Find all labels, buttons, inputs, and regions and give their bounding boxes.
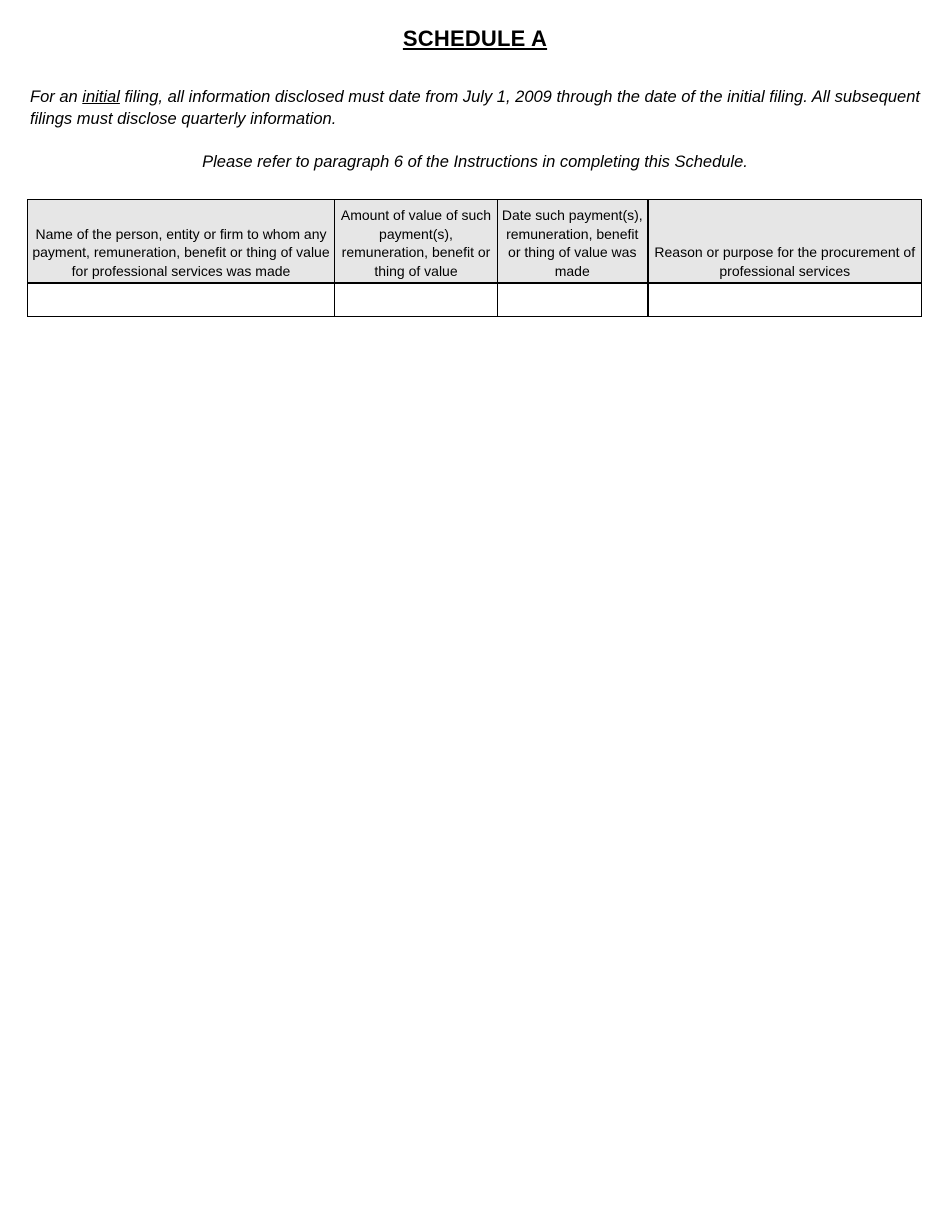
cell-date-of-payment[interactable]: [498, 283, 648, 317]
header-amount-of-value: Amount of value of such payment(s), remuneration, benefit or thing of value: [335, 200, 498, 284]
header-reason-or-purpose: Reason or purpose for the procurement of professional services: [648, 200, 922, 284]
intro-text-after: filing, all information disclosed must date from July 1, 2009 through the date of the initial filing. All subsequent filings must disclose quarterly information.: [30, 88, 920, 128]
intro-text-before: For an: [30, 88, 83, 106]
header-name-of-payee: Name of the person, entity or firm to whom any payment, remuneration, benefit or thing of value for professional services was made: [28, 200, 335, 284]
table-header-row: [28, 200, 922, 284]
table-row: [28, 283, 922, 317]
instruction-note: Please refer to paragraph 6 of the Instructions in completing this Schedule.: [202, 153, 748, 171]
intro-underlined-word: initial: [82, 88, 120, 106]
header-date-of-payment: Date such payment(s), remuneration, benefit or thing of value was made: [498, 200, 648, 284]
intro-paragraph: [30, 86, 920, 130]
cell-reason-or-purpose[interactable]: [648, 283, 922, 317]
cell-name-of-payee[interactable]: [28, 283, 335, 317]
schedule-table: [27, 199, 922, 317]
page-title: SCHEDULE A: [402, 26, 548, 51]
cell-amount-of-value[interactable]: [335, 283, 498, 317]
